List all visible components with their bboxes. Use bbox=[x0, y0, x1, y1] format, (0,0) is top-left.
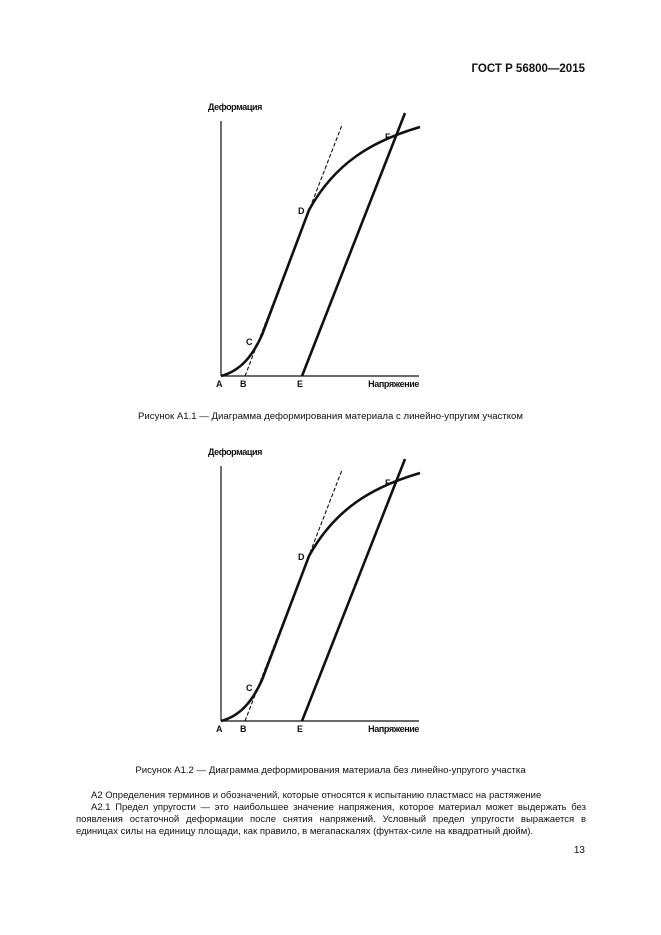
point-label-d: D bbox=[298, 206, 305, 216]
standard-code: ГОСТ Р 56800—2015 bbox=[471, 63, 585, 75]
definition-elastic-limit: А2.1 Предел упругости — это наибольшее значение напряжения, которое материал может выдержать без появления остаточной деформации после снятия напряжений. Условный предел упругости выражается в единицах силы на единицу площади, как правило, в мегапаскалях (фунтах-силе на квадратный дюйм). bbox=[76, 802, 586, 837]
point-label-d: D bbox=[298, 552, 305, 562]
point-label-c: C bbox=[246, 337, 253, 347]
figure-a1-1-diagram bbox=[0, 95, 661, 395]
unloading-line bbox=[302, 459, 405, 721]
page-number: 13 bbox=[573, 845, 585, 856]
figure-a1-1-caption: Рисунок А1.1 — Диаграмма деформирования материала с линейно-упругим участком bbox=[138, 411, 523, 422]
point-label-a: A bbox=[216, 379, 223, 389]
section-heading-a2: А2 Определения терминов и обозначений, которые относятся к испытанию пластмасс на растяжение bbox=[91, 790, 542, 801]
point-label-f: F bbox=[385, 478, 391, 488]
unloading-line bbox=[302, 113, 405, 376]
point-label-b: B bbox=[240, 724, 247, 734]
point-label-f: F bbox=[385, 132, 391, 142]
y-axis-label: Деформация bbox=[208, 447, 263, 457]
figure-a1-2-diagram bbox=[0, 441, 661, 741]
x-axis-label: Напряжение bbox=[368, 724, 419, 734]
point-label-e: E bbox=[297, 379, 304, 389]
point-label-b: B bbox=[240, 379, 247, 389]
x-axis-label: Напряжение bbox=[368, 379, 419, 389]
point-label-e: E bbox=[297, 724, 304, 734]
point-label-c: C bbox=[246, 683, 253, 693]
figure-a1-2-caption: Рисунок А1.2 — Диаграмма деформирования материала без линейно-упругого участка bbox=[135, 765, 526, 776]
y-axis-label: Деформация bbox=[208, 102, 263, 112]
body-text bbox=[76, 790, 586, 838]
point-label-a: A bbox=[216, 724, 223, 734]
